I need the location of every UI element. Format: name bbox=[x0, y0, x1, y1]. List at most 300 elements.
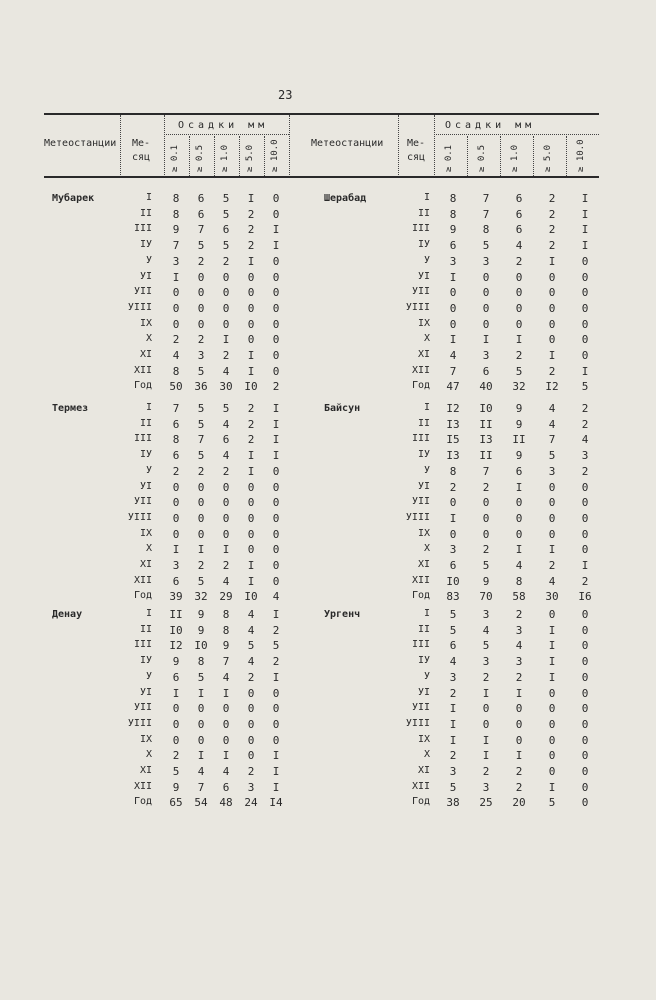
value-cell: 0 bbox=[247, 717, 255, 731]
value-cell: I bbox=[581, 559, 589, 572]
value-cell: 0 bbox=[482, 286, 490, 300]
value-cell: 0 bbox=[247, 511, 255, 525]
table-row bbox=[0, 208, 600, 223]
value-cell: I bbox=[272, 749, 280, 763]
value-cell: 0 bbox=[548, 527, 556, 541]
value-cell: 0 bbox=[197, 480, 205, 494]
table-row bbox=[0, 349, 600, 364]
value-cell: 5 bbox=[222, 402, 230, 415]
value-cell: 6 bbox=[449, 639, 457, 653]
value-cell: 4 bbox=[222, 574, 230, 588]
month-cell: IУ bbox=[417, 239, 430, 251]
value-cell: 7 bbox=[482, 464, 490, 478]
value-cell: 0 bbox=[172, 717, 180, 731]
value-cell: 2 bbox=[515, 349, 523, 362]
value-cell: 39 bbox=[169, 590, 183, 604]
value-cell: 0 bbox=[222, 702, 230, 716]
month-cell: I bbox=[145, 402, 152, 413]
value-cell: 4 bbox=[581, 433, 589, 447]
value-cell: 0 bbox=[272, 464, 280, 478]
value-cell: 0 bbox=[581, 765, 589, 778]
month-cell: УII bbox=[133, 702, 152, 714]
table-row bbox=[0, 559, 600, 574]
value-cell: 2 bbox=[247, 765, 255, 778]
value-cell: 7 bbox=[197, 433, 205, 447]
month-cell: УI bbox=[417, 686, 430, 698]
value-cell: 0 bbox=[222, 301, 230, 315]
value-cell: 0 bbox=[272, 207, 280, 221]
value-cell: 0 bbox=[548, 301, 556, 315]
value-cell: 9 bbox=[449, 223, 457, 237]
value-cell: I bbox=[272, 417, 280, 431]
value-cell: I5 bbox=[446, 433, 460, 447]
value-cell: 4 bbox=[515, 239, 523, 253]
value-cell: 7 bbox=[197, 780, 205, 794]
value-cell: 0 bbox=[482, 317, 490, 331]
value-cell: 0 bbox=[548, 480, 556, 494]
value-cell: 0 bbox=[247, 496, 255, 510]
month-cell: УIII bbox=[405, 511, 430, 523]
value-cell: 4 bbox=[222, 449, 230, 463]
month-cell: II bbox=[417, 417, 430, 429]
value-cell: I bbox=[581, 223, 589, 237]
month-cell: I bbox=[423, 192, 430, 203]
value-cell: I0 bbox=[194, 639, 208, 653]
value-cell: 0 bbox=[247, 686, 255, 700]
value-cell: 0 bbox=[247, 301, 255, 315]
value-cell: 3 bbox=[449, 765, 457, 778]
value-cell: 0 bbox=[197, 270, 205, 284]
value-cell: 0 bbox=[222, 717, 230, 731]
value-cell: 0 bbox=[515, 270, 523, 284]
station-name: Ургенч bbox=[324, 609, 361, 620]
month-cell: III bbox=[411, 433, 430, 445]
value-cell: 0 bbox=[272, 543, 280, 557]
value-cell: 8 bbox=[449, 192, 457, 205]
value-cell: 0 bbox=[581, 543, 589, 557]
value-cell: 0 bbox=[197, 527, 205, 541]
value-cell: 0 bbox=[272, 270, 280, 284]
value-cell: I bbox=[449, 270, 457, 284]
month-cell: XI bbox=[139, 559, 152, 570]
value-cell: 0 bbox=[581, 686, 589, 700]
value-cell: 5 bbox=[449, 608, 457, 621]
value-cell: 3 bbox=[515, 655, 523, 669]
value-cell: 0 bbox=[515, 527, 523, 541]
value-cell: 0 bbox=[581, 639, 589, 653]
month-column-header-line2: сяц bbox=[407, 152, 426, 163]
threshold-header: ≥ 5.0 bbox=[245, 144, 255, 172]
value-cell: 9 bbox=[515, 402, 523, 415]
value-cell: I bbox=[172, 543, 180, 557]
value-cell: 0 bbox=[548, 286, 556, 300]
month-cell: XI bbox=[417, 559, 430, 570]
value-cell: 0 bbox=[222, 317, 230, 331]
value-cell: 5 bbox=[222, 239, 230, 253]
table-row bbox=[0, 449, 600, 464]
value-cell: 0 bbox=[581, 717, 589, 731]
value-cell: 3 bbox=[482, 349, 490, 362]
table-row bbox=[0, 239, 600, 254]
value-cell: 2 bbox=[581, 574, 589, 588]
table-row bbox=[0, 418, 600, 433]
month-cell: X bbox=[145, 333, 152, 345]
station-column-header: Метеостанции bbox=[44, 138, 117, 149]
value-cell: 2 bbox=[247, 417, 255, 431]
table-row bbox=[0, 286, 600, 301]
value-cell: I bbox=[548, 639, 556, 653]
header-separator bbox=[264, 136, 265, 176]
table-row bbox=[0, 624, 600, 639]
month-cell: УI bbox=[139, 480, 152, 492]
table-row bbox=[0, 671, 600, 686]
value-cell: 36 bbox=[194, 380, 208, 394]
value-cell: 58 bbox=[512, 590, 526, 604]
value-cell: 7 bbox=[172, 402, 180, 415]
value-cell: 0 bbox=[272, 301, 280, 315]
value-cell: 0 bbox=[515, 717, 523, 731]
value-cell: II bbox=[479, 417, 493, 431]
value-cell: 0 bbox=[272, 511, 280, 525]
header-subrule-right bbox=[434, 134, 599, 135]
month-cell: УII bbox=[411, 702, 430, 714]
threshold-header: ≥ 1.0 bbox=[220, 144, 230, 172]
value-cell: 29 bbox=[219, 590, 233, 604]
value-cell: 5 bbox=[197, 670, 205, 684]
value-cell: 5 bbox=[197, 417, 205, 431]
value-cell: 6 bbox=[449, 559, 457, 572]
table-row bbox=[0, 271, 600, 286]
value-cell: 0 bbox=[449, 286, 457, 300]
value-cell: 0 bbox=[272, 349, 280, 362]
table-row bbox=[0, 512, 600, 527]
value-cell: 3 bbox=[449, 254, 457, 268]
value-cell: 0 bbox=[581, 796, 589, 810]
value-cell: 5 bbox=[172, 765, 180, 778]
month-cell: I bbox=[423, 608, 430, 619]
value-cell: 2 bbox=[222, 559, 230, 572]
value-cell: 8 bbox=[449, 464, 457, 478]
value-cell: 0 bbox=[222, 286, 230, 300]
value-cell: I3 bbox=[446, 449, 460, 463]
value-cell: 4 bbox=[247, 623, 255, 637]
value-cell: 3 bbox=[515, 623, 523, 637]
value-cell: 32 bbox=[512, 380, 526, 394]
month-cell: I bbox=[145, 608, 152, 619]
station-name: Мубарек bbox=[52, 193, 95, 204]
month-cell: IX bbox=[139, 317, 152, 329]
value-cell: II bbox=[512, 433, 526, 447]
value-cell: 0 bbox=[197, 317, 205, 331]
value-cell: 0 bbox=[449, 527, 457, 541]
threshold-header: ≥ 0.1 bbox=[444, 144, 454, 172]
value-cell: 2 bbox=[247, 207, 255, 221]
value-cell: I bbox=[222, 749, 230, 763]
month-cell: У bbox=[423, 670, 430, 682]
threshold-header: ≥ 10.0 bbox=[270, 139, 280, 172]
value-cell: 0 bbox=[197, 702, 205, 716]
value-cell: 0 bbox=[222, 527, 230, 541]
value-cell: 9 bbox=[197, 608, 205, 621]
value-cell: 2 bbox=[247, 239, 255, 253]
value-cell: 0 bbox=[247, 733, 255, 747]
value-cell: 9 bbox=[515, 449, 523, 463]
value-cell: 8 bbox=[482, 223, 490, 237]
value-cell: I bbox=[197, 543, 205, 557]
value-cell: 38 bbox=[446, 796, 460, 810]
value-cell: 0 bbox=[449, 301, 457, 315]
value-cell: 0 bbox=[172, 527, 180, 541]
value-cell: 2 bbox=[548, 192, 556, 205]
value-cell: 2 bbox=[548, 239, 556, 253]
value-cell: 2 bbox=[515, 765, 523, 778]
value-cell: 0 bbox=[482, 496, 490, 510]
month-cell: Год bbox=[411, 380, 430, 392]
month-cell: УI bbox=[139, 270, 152, 282]
month-cell: XI bbox=[139, 765, 152, 776]
table-row bbox=[0, 481, 600, 496]
threshold-header: ≥ 1.0 bbox=[510, 144, 520, 172]
month-cell: УII bbox=[133, 496, 152, 508]
value-cell: 5 bbox=[482, 239, 490, 253]
value-cell: I bbox=[222, 686, 230, 700]
value-cell: 4 bbox=[197, 765, 205, 778]
value-cell: 0 bbox=[222, 270, 230, 284]
value-cell: I bbox=[172, 686, 180, 700]
value-cell: I bbox=[247, 364, 255, 378]
month-cell: II bbox=[417, 623, 430, 635]
month-cell: XI bbox=[417, 349, 430, 360]
value-cell: I bbox=[272, 433, 280, 447]
station-column-header: Метеостанции bbox=[311, 138, 384, 149]
value-cell: 0 bbox=[548, 608, 556, 621]
threshold-header: ≥ 10.0 bbox=[576, 139, 586, 172]
value-cell: 32 bbox=[194, 590, 208, 604]
table-row bbox=[0, 796, 600, 811]
table-row bbox=[0, 528, 600, 543]
month-cell: IУ bbox=[139, 449, 152, 461]
month-cell: IX bbox=[417, 317, 430, 329]
value-cell: 0 bbox=[172, 286, 180, 300]
value-cell: 8 bbox=[172, 433, 180, 447]
month-cell: IУ bbox=[417, 449, 430, 461]
value-cell: 0 bbox=[449, 496, 457, 510]
value-cell: 0 bbox=[581, 733, 589, 747]
value-cell: 6 bbox=[197, 207, 205, 221]
value-cell: 0 bbox=[172, 301, 180, 315]
value-cell: 20 bbox=[512, 796, 526, 810]
value-cell: 4 bbox=[247, 655, 255, 669]
value-cell: 2 bbox=[222, 254, 230, 268]
value-cell: 7 bbox=[548, 433, 556, 447]
value-cell: 0 bbox=[548, 702, 556, 716]
value-cell: I bbox=[247, 559, 255, 572]
value-cell: 7 bbox=[197, 223, 205, 237]
value-cell: 0 bbox=[581, 623, 589, 637]
value-cell: I bbox=[197, 749, 205, 763]
value-cell: 3 bbox=[172, 559, 180, 572]
value-cell: 0 bbox=[515, 511, 523, 525]
month-cell: Год bbox=[411, 796, 430, 808]
table-row bbox=[0, 590, 600, 605]
header-separator bbox=[533, 136, 534, 176]
value-cell: 0 bbox=[222, 496, 230, 510]
value-cell: 50 bbox=[169, 380, 183, 394]
table-row bbox=[0, 302, 600, 317]
value-cell: 7 bbox=[482, 207, 490, 221]
value-cell: 2 bbox=[197, 333, 205, 347]
value-cell: 4 bbox=[548, 402, 556, 415]
value-cell: 3 bbox=[482, 655, 490, 669]
value-cell: 0 bbox=[581, 511, 589, 525]
value-cell: I bbox=[272, 670, 280, 684]
value-cell: 2 bbox=[482, 480, 490, 494]
table-row bbox=[0, 192, 600, 207]
table-row bbox=[0, 655, 600, 670]
value-cell: 0 bbox=[581, 270, 589, 284]
month-cell: XII bbox=[411, 780, 430, 792]
value-cell: 0 bbox=[548, 496, 556, 510]
value-cell: I bbox=[222, 543, 230, 557]
month-cell: IX bbox=[139, 733, 152, 745]
month-cell: XII bbox=[133, 574, 152, 586]
value-cell: 4 bbox=[222, 765, 230, 778]
value-cell: I bbox=[581, 239, 589, 253]
value-cell: 2 bbox=[197, 254, 205, 268]
value-cell: 0 bbox=[197, 496, 205, 510]
month-cell: УI bbox=[139, 686, 152, 698]
threshold-header: ≥ 0.1 bbox=[170, 144, 180, 172]
value-cell: 2 bbox=[581, 464, 589, 478]
value-cell: 0 bbox=[172, 702, 180, 716]
value-cell: 5 bbox=[548, 796, 556, 810]
value-cell: I3 bbox=[446, 417, 460, 431]
table-top-rule bbox=[44, 113, 599, 115]
month-cell: I bbox=[145, 192, 152, 203]
value-cell: 5 bbox=[197, 402, 205, 415]
month-cell: IУ bbox=[417, 655, 430, 667]
value-cell: I bbox=[247, 449, 255, 463]
table-row bbox=[0, 223, 600, 238]
value-cell: 2 bbox=[222, 464, 230, 478]
value-cell: I bbox=[548, 349, 556, 362]
value-cell: 6 bbox=[515, 207, 523, 221]
value-cell: 2 bbox=[548, 559, 556, 572]
table-row bbox=[0, 318, 600, 333]
month-column-header-line2: сяц bbox=[132, 152, 151, 163]
value-cell: 5 bbox=[482, 559, 490, 572]
value-cell: 30 bbox=[545, 590, 559, 604]
value-cell: 0 bbox=[548, 733, 556, 747]
value-cell: 0 bbox=[581, 480, 589, 494]
month-cell: IX bbox=[417, 733, 430, 745]
table-row bbox=[0, 255, 600, 270]
value-cell: 4 bbox=[515, 559, 523, 572]
month-cell: I bbox=[423, 402, 430, 413]
value-cell: I bbox=[247, 349, 255, 362]
value-cell: 25 bbox=[479, 796, 493, 810]
value-cell: 0 bbox=[482, 270, 490, 284]
month-cell: XI bbox=[417, 765, 430, 776]
value-cell: 4 bbox=[515, 639, 523, 653]
value-cell: 0 bbox=[515, 733, 523, 747]
station-name: Байсун bbox=[324, 403, 361, 414]
table-row bbox=[0, 749, 600, 764]
value-cell: 2 bbox=[548, 364, 556, 378]
value-cell: 6 bbox=[449, 239, 457, 253]
value-cell: 0 bbox=[272, 559, 280, 572]
value-cell: 3 bbox=[482, 254, 490, 268]
table-row bbox=[0, 402, 600, 417]
value-cell: I bbox=[515, 543, 523, 557]
month-cell: УI bbox=[417, 270, 430, 282]
value-cell: 2 bbox=[581, 417, 589, 431]
month-cell: УIII bbox=[405, 301, 430, 313]
value-cell: 2 bbox=[272, 623, 280, 637]
value-cell: I bbox=[548, 543, 556, 557]
value-cell: 2 bbox=[197, 464, 205, 478]
month-cell: Год bbox=[411, 590, 430, 602]
table-row bbox=[0, 765, 600, 780]
month-cell: УIII bbox=[127, 511, 152, 523]
month-cell: УIII bbox=[127, 717, 152, 729]
value-cell: 24 bbox=[244, 796, 258, 810]
value-cell: 4 bbox=[449, 349, 457, 362]
value-cell: 0 bbox=[581, 655, 589, 669]
value-cell: I bbox=[515, 480, 523, 494]
month-cell: II bbox=[417, 207, 430, 219]
value-cell: I0 bbox=[169, 623, 183, 637]
value-cell: 5 bbox=[247, 639, 255, 653]
value-cell: 4 bbox=[548, 574, 556, 588]
value-cell: 2 bbox=[222, 349, 230, 362]
header-separator bbox=[434, 115, 435, 175]
value-cell: 0 bbox=[197, 301, 205, 315]
value-cell: 0 bbox=[197, 717, 205, 731]
value-cell: 4 bbox=[222, 417, 230, 431]
value-cell: 4 bbox=[247, 608, 255, 621]
value-cell: I2 bbox=[169, 639, 183, 653]
value-cell: 0 bbox=[581, 254, 589, 268]
value-cell: 0 bbox=[581, 301, 589, 315]
value-cell: 0 bbox=[548, 686, 556, 700]
value-cell: 4 bbox=[272, 590, 280, 604]
value-cell: 2 bbox=[548, 207, 556, 221]
value-cell: I bbox=[272, 239, 280, 253]
page-number: 23 bbox=[278, 88, 293, 102]
value-cell: 8 bbox=[172, 207, 180, 221]
value-cell: 9 bbox=[515, 417, 523, 431]
value-cell: 3 bbox=[581, 449, 589, 463]
value-cell: 0 bbox=[247, 480, 255, 494]
value-cell: 2 bbox=[449, 686, 457, 700]
table-row bbox=[0, 608, 600, 623]
value-cell: I bbox=[272, 449, 280, 463]
month-cell: III bbox=[133, 639, 152, 651]
value-cell: 2 bbox=[172, 333, 180, 347]
station-name: Денау bbox=[52, 609, 83, 620]
value-cell: I bbox=[482, 333, 490, 347]
header-separator bbox=[214, 136, 215, 176]
station-name: Шерабад bbox=[324, 193, 367, 204]
value-cell: 0 bbox=[272, 702, 280, 716]
value-cell: 5 bbox=[548, 449, 556, 463]
value-cell: I0 bbox=[446, 574, 460, 588]
value-cell: 0 bbox=[222, 480, 230, 494]
value-cell: I bbox=[482, 686, 490, 700]
header-separator bbox=[398, 115, 399, 175]
value-cell: 6 bbox=[172, 417, 180, 431]
